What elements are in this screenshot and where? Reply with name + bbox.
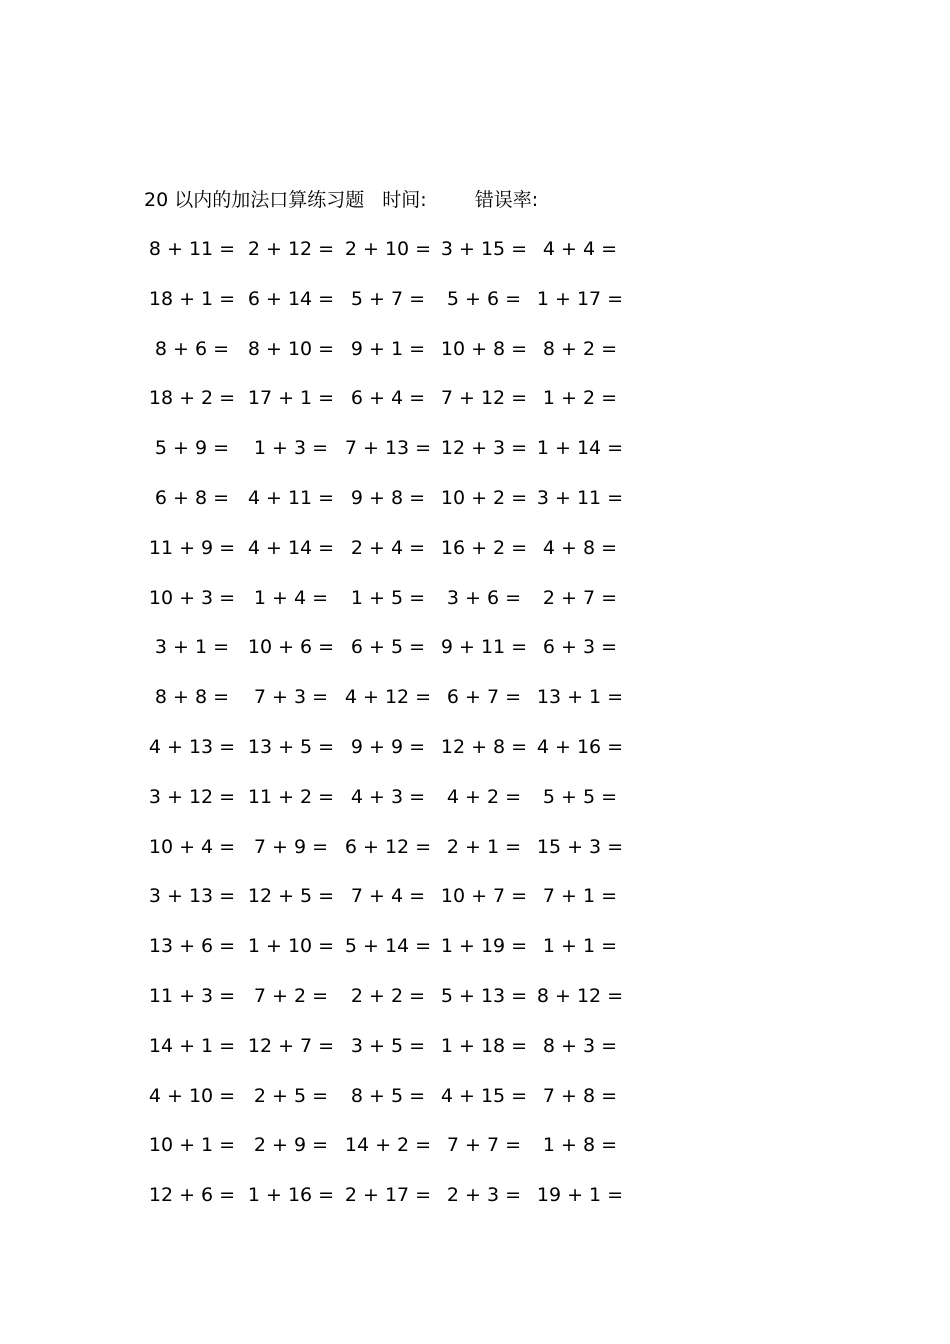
problem-cell: 2 + 5 = xyxy=(253,1084,329,1107)
problem-cell: 9 + 8 = xyxy=(350,486,426,509)
problem-cell: 18 + 2 = xyxy=(148,387,236,410)
error-rate-label: 错误率: xyxy=(474,189,539,211)
problem-row xyxy=(144,483,624,533)
problem-cell: 2 + 12 = xyxy=(247,238,335,260)
problem-row xyxy=(144,1081,624,1131)
problem-cell: 1 + 5 = xyxy=(350,586,426,609)
problem-cell: 2 + 7 = xyxy=(542,586,618,609)
problem-cell: 4 + 4 = xyxy=(542,238,618,260)
problem-cell: 12 + 5 = xyxy=(247,885,335,908)
problem-cell: 10 + 3 = xyxy=(148,586,236,609)
problem-cell: 3 + 11 = xyxy=(536,486,624,509)
problem-cell: 8 + 10 = xyxy=(247,337,335,360)
problem-cell: 17 + 1 = xyxy=(247,387,335,410)
problem-row xyxy=(144,583,624,633)
problem-cell: 19 + 1 = xyxy=(536,1184,624,1207)
problem-cell: 7 + 9 = xyxy=(253,835,329,858)
problem-cell: 3 + 15 = xyxy=(440,238,528,260)
problem-cell: 7 + 2 = xyxy=(253,984,329,1007)
worksheet-header xyxy=(144,186,538,214)
problem-cell: 10 + 8 = xyxy=(440,337,528,360)
problem-cell: 4 + 16 = xyxy=(536,735,624,758)
problem-cell: 4 + 12 = xyxy=(344,686,432,709)
problem-row xyxy=(144,1130,624,1180)
problem-cell: 7 + 8 = xyxy=(542,1084,618,1107)
problem-row xyxy=(144,1180,624,1230)
problem-cell: 1 + 16 = xyxy=(247,1184,335,1207)
worksheet-title: 20 以内的加法口算练习题 xyxy=(144,189,365,211)
problem-cell: 6 + 5 = xyxy=(350,636,426,659)
problem-cell: 5 + 6 = xyxy=(446,287,522,310)
problem-row xyxy=(144,533,624,583)
problem-cell: 6 + 3 = xyxy=(542,636,618,659)
problem-cell: 2 + 1 = xyxy=(446,835,522,858)
problem-cell: 3 + 6 = xyxy=(446,586,522,609)
problem-cell: 13 + 6 = xyxy=(148,935,236,958)
problem-row xyxy=(144,334,624,384)
problem-cell: 6 + 12 = xyxy=(344,835,432,858)
problem-cell: 14 + 1 = xyxy=(148,1034,236,1057)
problem-row xyxy=(144,1031,624,1081)
problem-cell: 4 + 3 = xyxy=(350,785,426,808)
problem-cell: 2 + 3 = xyxy=(446,1184,522,1207)
problem-cell: 8 + 12 = xyxy=(536,984,624,1007)
problem-cell: 7 + 7 = xyxy=(446,1134,522,1157)
problem-cell: 8 + 5 = xyxy=(350,1084,426,1107)
problem-cell: 12 + 8 = xyxy=(440,735,528,758)
problem-cell: 8 + 6 = xyxy=(154,337,230,360)
problem-grid xyxy=(144,234,624,1230)
problem-cell: 3 + 12 = xyxy=(148,785,236,808)
problem-cell: 1 + 2 = xyxy=(542,387,618,410)
problem-cell: 2 + 17 = xyxy=(344,1184,432,1207)
problem-cell: 4 + 15 = xyxy=(440,1084,528,1107)
problem-cell: 10 + 1 = xyxy=(148,1134,236,1157)
problem-cell: 6 + 8 = xyxy=(154,486,230,509)
problem-cell: 6 + 4 = xyxy=(350,387,426,410)
problem-cell: 7 + 3 = xyxy=(253,686,329,709)
problem-cell: 11 + 3 = xyxy=(148,984,236,1007)
problem-cell: 1 + 4 = xyxy=(253,586,329,609)
problem-cell: 12 + 7 = xyxy=(247,1034,335,1057)
problem-cell: 4 + 11 = xyxy=(247,486,335,509)
problem-row xyxy=(144,881,624,931)
problem-cell: 8 + 2 = xyxy=(542,337,618,360)
problem-cell: 1 + 19 = xyxy=(440,935,528,958)
problem-cell: 10 + 6 = xyxy=(247,636,335,659)
problem-row xyxy=(144,732,624,782)
problem-cell: 5 + 13 = xyxy=(440,984,528,1007)
problem-cell: 1 + 10 = xyxy=(247,935,335,958)
problem-cell: 1 + 18 = xyxy=(440,1034,528,1057)
problem-cell: 8 + 8 = xyxy=(154,686,230,709)
problem-cell: 9 + 1 = xyxy=(350,337,426,360)
problem-cell: 5 + 7 = xyxy=(350,287,426,310)
problem-cell: 1 + 3 = xyxy=(253,437,329,460)
problem-cell: 8 + 11 = xyxy=(148,238,236,260)
problem-cell: 10 + 7 = xyxy=(440,885,528,908)
problem-cell: 15 + 3 = xyxy=(536,835,624,858)
problem-cell: 4 + 14 = xyxy=(247,536,335,559)
problem-cell: 14 + 2 = xyxy=(344,1134,432,1157)
problem-row xyxy=(144,433,624,483)
problem-cell: 5 + 5 = xyxy=(542,785,618,808)
problem-cell: 1 + 14 = xyxy=(536,437,624,460)
problem-cell: 12 + 6 = xyxy=(148,1184,236,1207)
problem-cell: 11 + 2 = xyxy=(247,785,335,808)
problem-cell: 5 + 14 = xyxy=(344,935,432,958)
problem-row xyxy=(144,782,624,832)
problem-cell: 9 + 11 = xyxy=(440,636,528,659)
problem-cell: 13 + 5 = xyxy=(247,735,335,758)
problem-cell: 7 + 1 = xyxy=(542,885,618,908)
problem-row xyxy=(144,632,624,682)
problem-cell: 16 + 2 = xyxy=(440,536,528,559)
problem-cell: 10 + 4 = xyxy=(148,835,236,858)
problem-cell: 3 + 5 = xyxy=(350,1034,426,1057)
problem-row xyxy=(144,981,624,1031)
problem-cell: 1 + 8 = xyxy=(542,1134,618,1157)
problem-cell: 1 + 17 = xyxy=(536,287,624,310)
problem-cell: 4 + 8 = xyxy=(542,536,618,559)
problem-cell: 9 + 9 = xyxy=(350,735,426,758)
problem-cell: 7 + 13 = xyxy=(344,437,432,460)
problem-cell: 2 + 10 = xyxy=(344,238,432,260)
problem-cell: 1 + 1 = xyxy=(542,935,618,958)
problem-cell: 5 + 9 = xyxy=(154,437,230,460)
problem-cell: 12 + 3 = xyxy=(440,437,528,460)
problem-cell: 3 + 13 = xyxy=(148,885,236,908)
problem-row xyxy=(144,284,624,334)
problem-cell: 11 + 9 = xyxy=(148,536,236,559)
problem-cell: 2 + 4 = xyxy=(350,536,426,559)
problem-cell: 13 + 1 = xyxy=(536,686,624,709)
problem-cell: 4 + 10 = xyxy=(148,1084,236,1107)
problem-cell: 4 + 2 = xyxy=(446,785,522,808)
problem-cell: 6 + 14 = xyxy=(247,287,335,310)
problem-cell: 4 + 13 = xyxy=(148,735,236,758)
problem-cell: 6 + 7 = xyxy=(446,686,522,709)
problem-cell: 18 + 1 = xyxy=(148,287,236,310)
problem-row xyxy=(144,383,624,433)
problem-row xyxy=(144,832,624,882)
problem-cell: 7 + 12 = xyxy=(440,387,528,410)
problem-row xyxy=(144,682,624,732)
problem-cell: 8 + 3 = xyxy=(542,1034,618,1057)
problem-row xyxy=(144,931,624,981)
problem-row xyxy=(144,234,624,284)
time-label: 时间: xyxy=(382,189,427,211)
problem-cell: 2 + 2 = xyxy=(350,984,426,1007)
problem-cell: 7 + 4 = xyxy=(350,885,426,908)
problem-cell: 3 + 1 = xyxy=(154,636,230,659)
problem-cell: 2 + 9 = xyxy=(253,1134,329,1157)
problem-cell: 10 + 2 = xyxy=(440,486,528,509)
